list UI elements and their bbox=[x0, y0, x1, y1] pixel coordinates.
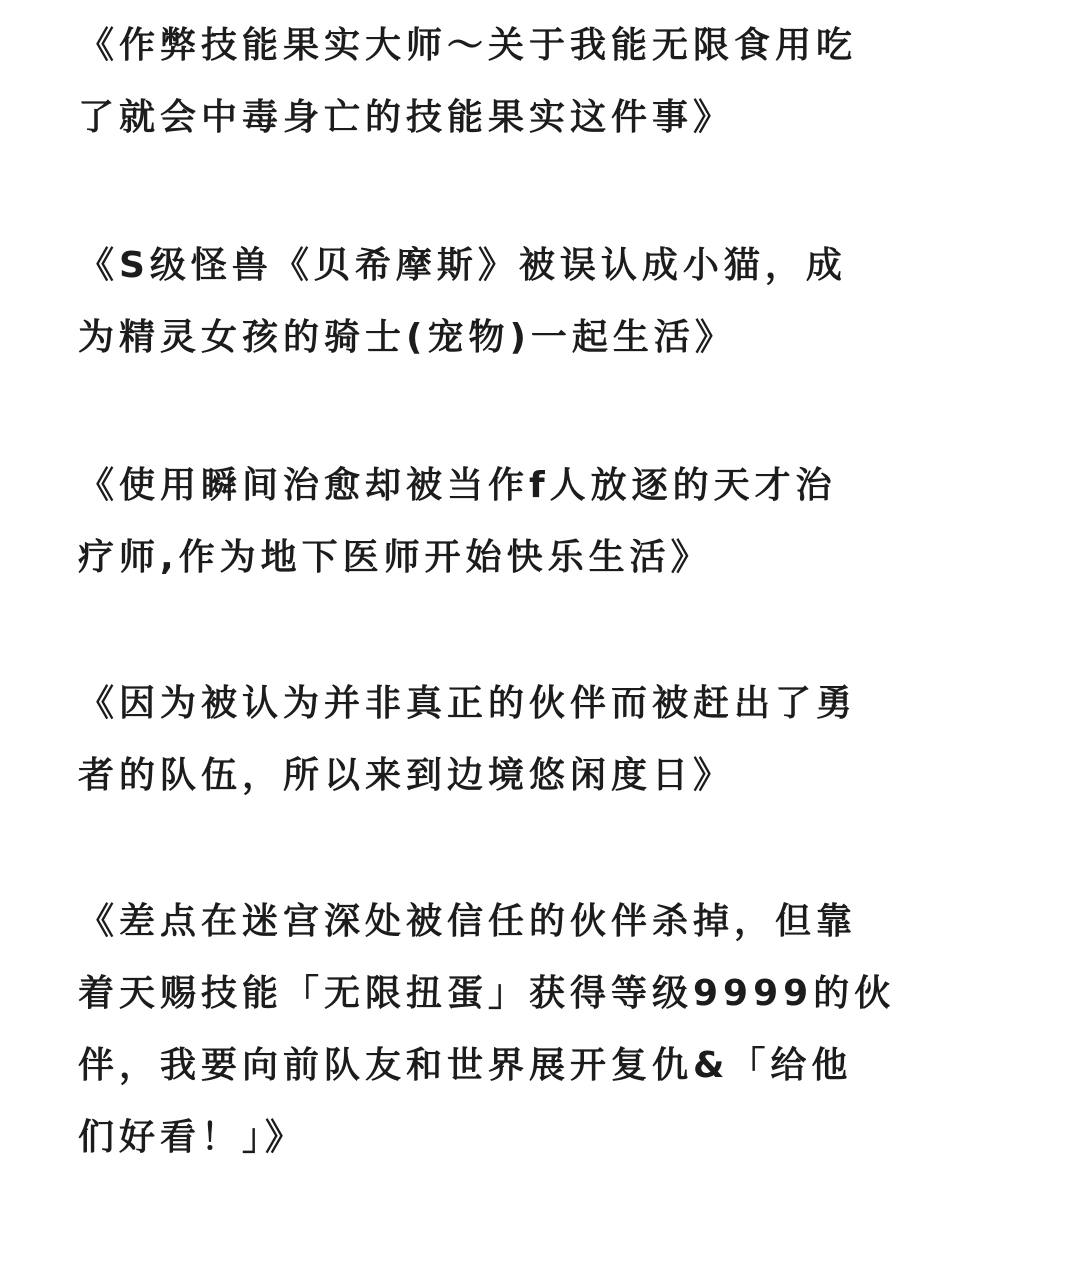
title-line: 了就会中毒身亡的技能果实这件事》 bbox=[78, 97, 735, 138]
title-line: 着天赐技能「无限扭蛋」获得等级9999的伙 bbox=[78, 973, 896, 1014]
title-line: 疗师,作为地下医师开始快乐生活》 bbox=[78, 537, 712, 578]
title-line: 《作弊技能果实大师～关于我能无限食用吃 bbox=[78, 25, 858, 66]
title-entry-2 bbox=[78, 230, 1008, 374]
title-line: 伴，我要向前队友和世界展开复仇&「给他 bbox=[78, 1045, 853, 1086]
title-line: 《S级怪兽《贝希摩斯》被误认成小猫，成 bbox=[78, 245, 847, 286]
title-line: 《差点在迷宫深处被信任的伙伴杀掉，但靠 bbox=[78, 901, 858, 942]
title-entry-3 bbox=[78, 450, 1008, 594]
title-line: 们好看！」》 bbox=[78, 1117, 307, 1158]
title-entry-4 bbox=[78, 668, 1008, 812]
title-line: 《因为被认为并非真正的伙伴而被赶出了勇 bbox=[78, 683, 858, 724]
title-line: 者的队伍，所以来到边境悠闲度日》 bbox=[78, 755, 735, 796]
title-line: 为精灵女孩的骑士(宠物)一起生活》 bbox=[78, 317, 736, 358]
title-entry-5 bbox=[78, 886, 1008, 1174]
title-line: 《使用瞬间治愈却被当作f人放逐的天才治 bbox=[78, 465, 837, 506]
title-entry-1 bbox=[78, 10, 1008, 154]
